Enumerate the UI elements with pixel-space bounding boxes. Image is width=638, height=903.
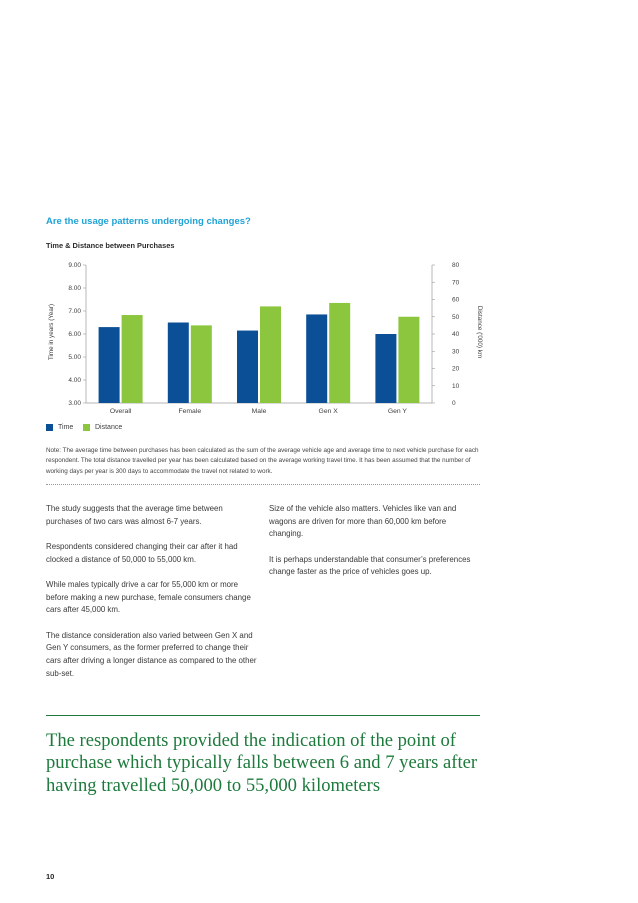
bar-distance [122,315,143,403]
body-paragraph: The distance consideration also varied between Gen X and Gen Y consumers, as the former preferred to change their cars after driving a longer distance as compared to the other sub-set. [46,630,257,678]
bars [99,303,420,403]
category-label: Overall [109,408,132,415]
chart-note: Note: The average time between purchases has been calculated as the sum of the average vehicle age and average time to next vehicle purchase for each respondent. The total distance travelled per year has been calculated based on the average working travel time. It has been assumed that the number of working days per year is 300 days to accommodate the travel not related to work. [46,447,479,475]
body-column-right [269,503,481,592]
bar-time [375,334,396,403]
pull-quote: The respondents provided the indication of the point of purchase which typically falls between 6 and 7 years after having travelled 50,000 to 55,000 kilometers [46,730,478,796]
section-divider [46,715,480,716]
y2-tick-label: 0 [452,400,456,408]
y2-tick-label: 70 [452,279,460,287]
y-tick-label: 9.00 [68,262,81,270]
y2-axis-label: Distance ('000) km [476,305,483,359]
body-column-left [46,503,258,693]
time-distance-chart [0,250,638,420]
chart-title: Time & Distance between Purchases [46,241,175,250]
y-tick-label: 4.00 [68,377,81,385]
category-label: Male [251,408,267,415]
legend-label-distance: Distance [95,424,123,431]
page-number: 10 [46,872,55,881]
bar-time [237,331,258,403]
y2-tick-label: 20 [452,365,460,373]
section-heading: Are the usage patterns undergoing changes? [46,216,251,227]
bar-distance [260,306,281,403]
body-paragraph: Respondents considered changing their car after it had clocked a distance of 50,000 to 55,000 km. [46,542,238,564]
y-tick-label: 8.00 [68,285,81,293]
body-paragraph: It is perhaps understandable that consumer’s preferences change faster as the price of vehicles goes up. [269,554,471,577]
bar-time [99,327,120,403]
y2-tick-label: 60 [452,296,460,304]
y-tick-label: 3.00 [68,400,81,408]
bar-distance [398,317,419,403]
legend-swatch-distance [83,424,90,431]
y2-tick-label: 10 [452,382,460,390]
category-labels [110,408,408,415]
body-paragraph: While males typically drive a car for 55,000 km or more before making a new purchase, female consumers change cars after 45,000 km. [46,580,251,615]
legend-label-time: Time [58,424,74,431]
y2-tick-label: 40 [452,331,460,339]
y2-tick-label: 30 [452,348,460,356]
bar-time [306,314,327,403]
y-tick-label: 6.00 [68,331,81,339]
bar-distance [329,303,350,403]
y-tick-label: 7.00 [68,308,81,316]
y-tick-label: 5.00 [68,354,81,362]
category-label: Gen Y [387,408,407,415]
bar-time [168,323,189,404]
body-paragraph: The study suggests that the average time between purchases of two cars was almost 6-7 years. [46,504,223,526]
y-axis-label: Time in years (Year) [48,303,55,361]
note-rule [46,484,480,485]
body-paragraph: Size of the vehicle also matters. Vehicles like van and wagons are driven for more than 60,000 km before changing. [269,504,457,539]
category-label: Gen X [318,408,338,415]
y2-tick-label: 80 [452,262,460,270]
legend-swatch-time [46,424,53,431]
right-axis [432,262,460,407]
category-label: Female [178,408,202,415]
bar-distance [191,325,212,403]
y2-tick-label: 50 [452,313,460,321]
